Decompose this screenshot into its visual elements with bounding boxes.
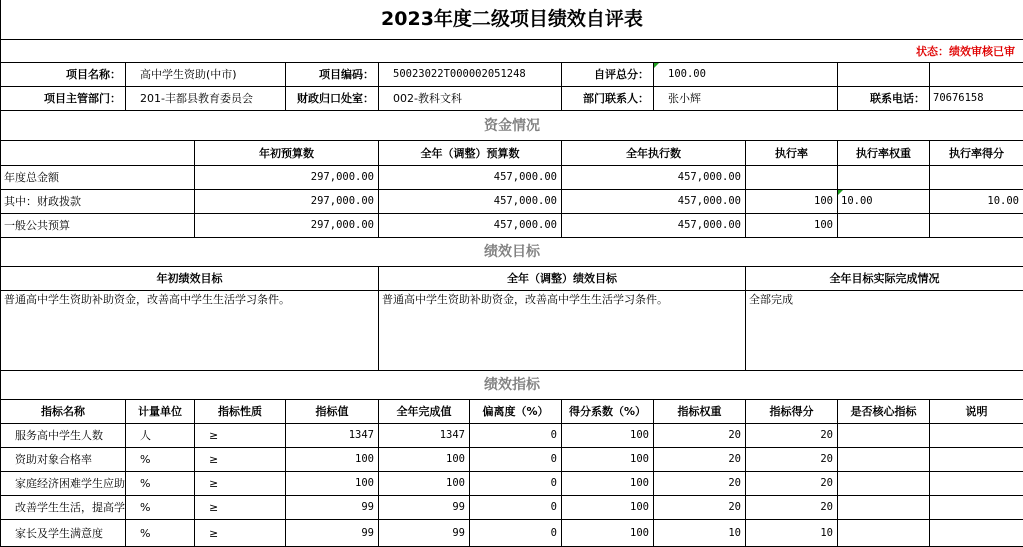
funds-header-row — [1, 141, 1023, 166]
indicator-nature[interactable]: ≥ — [195, 448, 286, 472]
indicator-unit[interactable]: % — [126, 496, 195, 520]
indicator-deviation[interactable]: 0 — [470, 520, 562, 547]
indicator-target[interactable]: 99 — [286, 496, 379, 520]
indicator-note[interactable] — [930, 520, 1023, 547]
indicator-deviation[interactable]: 0 — [470, 448, 562, 472]
indicator-weight[interactable]: 20 — [654, 472, 746, 496]
funds-row-score[interactable] — [930, 166, 1023, 190]
indicator-actual[interactable]: 1347 — [379, 424, 470, 448]
funds-row-adjusted[interactable]: 457,000.00 — [379, 166, 562, 190]
cell-marker — [838, 190, 843, 195]
ind-header-weight: 指标权重 — [654, 400, 746, 424]
indicator-note[interactable] — [930, 448, 1023, 472]
ind-header-nature: 指标性质 — [195, 400, 286, 424]
indicator-target[interactable]: 99 — [286, 520, 379, 547]
indicator-score[interactable]: 10 — [746, 520, 838, 547]
funds-row-initial[interactable]: 297,000.00 — [195, 166, 379, 190]
funds-header-adjusted: 全年（调整）预算数 — [379, 141, 562, 166]
page-title: 2023年度二级项目绩效自评表 — [1, 0, 1023, 40]
funds-row — [1, 190, 1023, 214]
indicator-coef[interactable]: 100 — [562, 520, 654, 547]
project-code-label: 项目编码： — [286, 63, 379, 87]
indicator-unit[interactable]: % — [126, 520, 195, 547]
indicator-weight[interactable]: 20 — [654, 448, 746, 472]
phone-value[interactable]: 70676158 — [930, 87, 1023, 111]
funds-section-row — [1, 111, 1023, 141]
funds-row-rate[interactable] — [746, 166, 838, 190]
indicator-unit[interactable]: 人 — [126, 424, 195, 448]
funds-row-initial[interactable]: 297,000.00 — [195, 190, 379, 214]
funds-row-name: 一般公共预算 — [1, 214, 195, 238]
funds-row-initial[interactable]: 297,000.00 — [195, 214, 379, 238]
self-score-text: 100.00 — [668, 68, 706, 81]
indicator-coef[interactable]: 100 — [562, 448, 654, 472]
indicator-weight[interactable]: 20 — [654, 496, 746, 520]
indicator-coef[interactable]: 100 — [562, 496, 654, 520]
funds-header-rate: 执行率 — [746, 141, 838, 166]
funds-row-executed[interactable]: 457,000.00 — [562, 190, 746, 214]
ind-header-score: 指标得分 — [746, 400, 838, 424]
indicator-actual[interactable]: 100 — [379, 472, 470, 496]
goals-section-row — [1, 238, 1023, 267]
funds-section-title: 资金情况 — [1, 111, 1023, 141]
status-text: 状态：绩效审核已审 — [916, 44, 1015, 58]
indicator-deviation[interactable]: 0 — [470, 472, 562, 496]
funds-row-rate[interactable]: 100 — [746, 214, 838, 238]
indicator-score[interactable]: 20 — [746, 448, 838, 472]
empty-cell[interactable] — [930, 63, 1023, 87]
indicator-target[interactable]: 1347 — [286, 424, 379, 448]
ind-header-target: 指标值 — [286, 400, 379, 424]
indicator-nature[interactable]: ≥ — [195, 424, 286, 448]
indicator-weight[interactable]: 20 — [654, 424, 746, 448]
indicators-header-row — [1, 400, 1023, 424]
indicator-score[interactable]: 20 — [746, 472, 838, 496]
indicators-section-title: 绩效指标 — [1, 371, 1023, 400]
finance-office-value[interactable]: 002-教科文科 — [379, 87, 562, 111]
indicator-note[interactable] — [930, 424, 1023, 448]
indicator-note[interactable] — [930, 496, 1023, 520]
goals-section-title: 绩效目标 — [1, 238, 1023, 267]
indicator-coef[interactable]: 100 — [562, 424, 654, 448]
indicator-name[interactable]: 服务高中学生人数 — [1, 424, 126, 448]
goal-actual-text[interactable]: 全部完成 — [746, 291, 1023, 371]
ind-header-deviation: 偏离度（%） — [470, 400, 562, 424]
ind-header-note: 说明 — [930, 400, 1023, 424]
funds-header-initial: 年初预算数 — [195, 141, 379, 166]
funds-row-adjusted[interactable]: 457,000.00 — [379, 190, 562, 214]
indicator-target[interactable]: 100 — [286, 448, 379, 472]
project-name-label: 项目名称： — [1, 63, 126, 87]
funds-row-weight[interactable] — [838, 166, 930, 190]
status-row — [1, 40, 1023, 63]
indicator-actual[interactable]: 99 — [379, 496, 470, 520]
goals-header-adjusted: 全年（调整）绩效目标 — [379, 267, 746, 291]
indicator-core[interactable] — [838, 496, 930, 520]
indicator-row — [1, 520, 1023, 547]
contact-label: 部门联系人： — [562, 87, 654, 111]
ind-header-coef: 得分系数（%） — [562, 400, 654, 424]
indicator-nature[interactable]: ≥ — [195, 496, 286, 520]
indicator-row — [1, 472, 1023, 496]
empty-cell[interactable] — [838, 63, 930, 87]
funds-header-empty — [1, 141, 195, 166]
indicator-nature[interactable]: ≥ — [195, 472, 286, 496]
contact-value[interactable]: 张小辉 — [654, 87, 838, 111]
funds-header-score: 执行率得分 — [930, 141, 1023, 166]
indicator-target[interactable]: 100 — [286, 472, 379, 496]
goal-initial-text[interactable]: 普通高中学生资助补助资金，改善高中学生生活学习条件。 — [1, 291, 379, 371]
indicator-core[interactable] — [838, 472, 930, 496]
funds-row-weight[interactable] — [838, 214, 930, 238]
funds-row — [1, 214, 1023, 238]
indicator-name[interactable]: 家长及学生满意度 — [1, 520, 126, 547]
funds-header-executed: 全年执行数 — [562, 141, 746, 166]
ind-header-core: 是否核心指标 — [838, 400, 930, 424]
self-score-label: 自评总分： — [562, 63, 654, 87]
indicator-core[interactable] — [838, 448, 930, 472]
self-score-value[interactable] — [654, 63, 838, 87]
funds-row-score[interactable] — [930, 214, 1023, 238]
funds-row-name: 年度总金额 — [1, 166, 195, 190]
ind-header-unit: 计量单位 — [126, 400, 195, 424]
goals-header-initial: 年初绩效目标 — [1, 267, 379, 291]
indicator-unit[interactable]: % — [126, 472, 195, 496]
dept-label: 项目主管部门： — [1, 87, 126, 111]
indicator-core[interactable] — [838, 520, 930, 547]
indicator-name[interactable]: 家庭经济困难学生应助 — [1, 472, 126, 496]
phone-label: 联系电话： — [838, 87, 930, 111]
indicator-nature[interactable]: ≥ — [195, 520, 286, 547]
info-row-2 — [1, 87, 1023, 111]
goals-header-row — [1, 267, 1023, 291]
ind-header-name: 指标名称 — [1, 400, 126, 424]
funds-row-name: 其中：财政拨款 — [1, 190, 195, 214]
goals-header-actual: 全年目标实际完成情况 — [746, 267, 1023, 291]
cell-marker — [654, 63, 659, 68]
indicator-actual[interactable]: 100 — [379, 448, 470, 472]
indicator-unit[interactable]: % — [126, 448, 195, 472]
title-row — [1, 0, 1023, 40]
funds-row — [1, 166, 1023, 190]
ind-header-actual: 全年完成值 — [379, 400, 470, 424]
indicator-name[interactable]: 改善学生生活，提高学 — [1, 496, 126, 520]
goal-adjusted-text[interactable]: 普通高中学生资助补助资金，改善高中学生生活学习条件。 — [379, 291, 746, 371]
funds-row-executed[interactable]: 457,000.00 — [562, 166, 746, 190]
project-code-value[interactable]: 50023022T000002051248 — [379, 63, 562, 87]
indicator-score[interactable]: 20 — [746, 424, 838, 448]
funds-row-executed[interactable]: 457,000.00 — [562, 214, 746, 238]
funds-header-weight: 执行率权重 — [838, 141, 930, 166]
funds-row-weight[interactable] — [838, 190, 930, 214]
indicator-row — [1, 496, 1023, 520]
indicator-core[interactable] — [838, 424, 930, 448]
indicator-weight[interactable]: 10 — [654, 520, 746, 547]
project-name-value[interactable]: 高中学生资助(中市) — [126, 63, 286, 87]
dept-value[interactable]: 201-丰都县教育委员会 — [126, 87, 286, 111]
indicator-name[interactable]: 资助对象合格率 — [1, 448, 126, 472]
indicator-note[interactable] — [930, 472, 1023, 496]
funds-row-rate[interactable]: 100 — [746, 190, 838, 214]
indicator-coef[interactable]: 100 — [562, 472, 654, 496]
indicator-actual[interactable]: 99 — [379, 520, 470, 547]
status-cell — [1, 40, 1023, 63]
indicator-score[interactable]: 20 — [746, 496, 838, 520]
funds-row-weight-text: 10.00 — [841, 195, 873, 208]
goals-content-row — [1, 291, 1023, 371]
indicator-deviation[interactable]: 0 — [470, 424, 562, 448]
funds-row-score[interactable]: 10.00 — [930, 190, 1023, 214]
indicator-row — [1, 448, 1023, 472]
funds-row-adjusted[interactable]: 457,000.00 — [379, 214, 562, 238]
indicators-section-row — [1, 371, 1023, 400]
info-row-1 — [1, 63, 1023, 87]
indicator-row — [1, 424, 1023, 448]
finance-office-label: 财政归口处室： — [286, 87, 379, 111]
indicator-deviation[interactable]: 0 — [470, 496, 562, 520]
